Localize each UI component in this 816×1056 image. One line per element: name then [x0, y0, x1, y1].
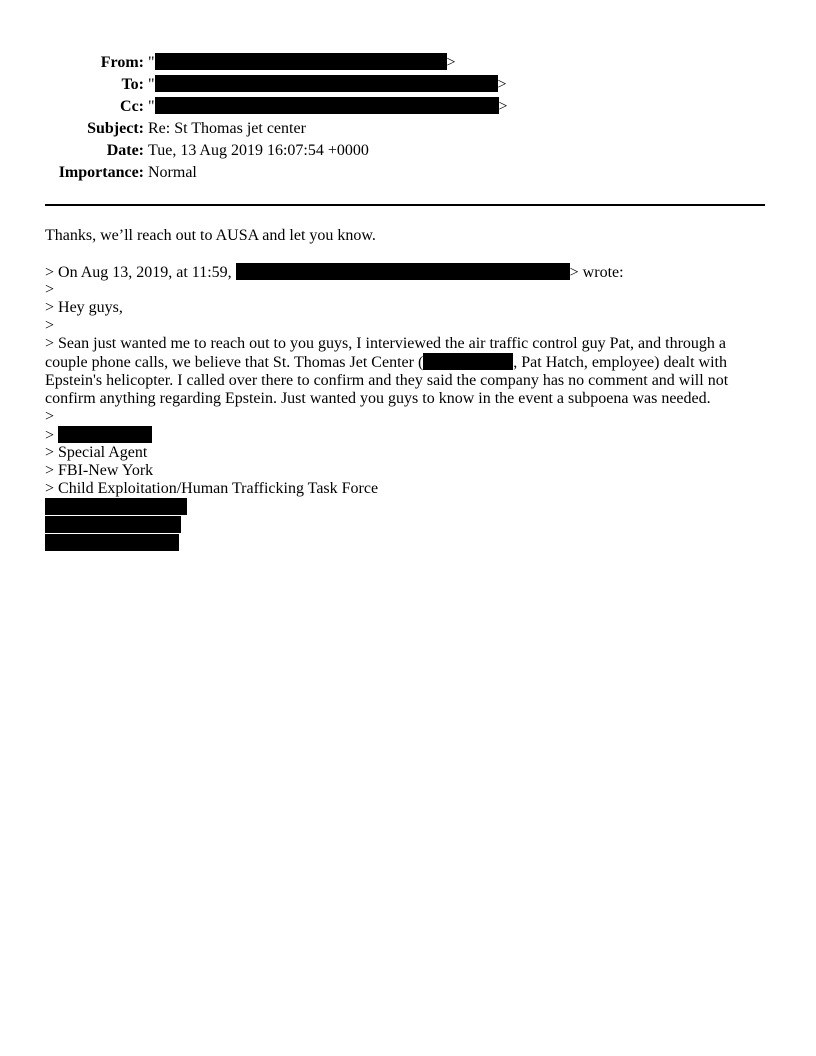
- reply-text: Thanks, we’ll reach out to AUSA and let you know.: [45, 227, 376, 244]
- email-header: [0, 52, 816, 184]
- message-paragraph: [45, 335, 735, 408]
- header-divider: [45, 204, 765, 206]
- signature-title: > Special Agent: [45, 444, 148, 461]
- cc-label: Cc:: [120, 98, 144, 115]
- contact-redaction-2: [45, 516, 181, 533]
- sender-redaction: [236, 263, 570, 280]
- from-redaction: [155, 53, 447, 70]
- cc-redaction: [155, 97, 499, 114]
- signature-name-line: [45, 426, 735, 444]
- date-row: [0, 140, 816, 162]
- quote-intro-suffix: > wrote:: [569, 264, 624, 281]
- importance-value: Normal: [148, 164, 197, 181]
- signature-name-redaction: [58, 426, 152, 443]
- signature-office: > FBI-New York: [45, 462, 154, 479]
- from-label: From:: [100, 54, 144, 71]
- from-row: [0, 52, 816, 74]
- signature-marker: >: [45, 427, 59, 444]
- greeting-line: > Hey guys,: [45, 299, 123, 316]
- quote-intro-prefix: > On Aug 13, 2019, at 11:59,: [45, 264, 236, 281]
- message-part2: , Pat Hatch, employee) dealt with Epstein's helicopter. I called over there to confirm and they said the company has no comment and will not confirm anything regarding Epstein. Just wanted you guys to know in the event a subpoena was needed.: [45, 354, 729, 407]
- cc-value: [148, 96, 508, 118]
- quote-marker-line: >: [45, 408, 55, 425]
- contact-redaction: [423, 353, 513, 370]
- quote-marker-line: >: [45, 317, 55, 334]
- date-label: Date:: [106, 142, 144, 159]
- message-part1: > Sean just wanted me to reach out to you guys, I interviewed the air traffic control guy Pat, and through a couple phone calls, we believe that St. Thomas Jet Center (: [45, 335, 726, 371]
- contact-redaction-1: [45, 498, 187, 515]
- spacer: [45, 245, 735, 263]
- cc-quote: ": [148, 98, 155, 115]
- from-quote: ": [148, 54, 155, 71]
- contact-redaction-3: [45, 534, 179, 551]
- to-label: To:: [121, 76, 144, 93]
- from-value: [148, 52, 456, 74]
- subject-value: Re: St Thomas jet center: [148, 120, 306, 137]
- cc-bracket: >: [498, 98, 508, 115]
- subject-label: Subject:: [87, 120, 144, 137]
- subject-row: [0, 118, 816, 140]
- to-bracket: >: [497, 76, 507, 93]
- to-redaction: [155, 75, 498, 92]
- quote-marker-line: >: [45, 281, 55, 298]
- importance-row: [0, 162, 816, 184]
- signature-unit: > Child Exploitation/Human Trafficking Task Force: [45, 480, 379, 497]
- to-row: [0, 74, 816, 96]
- date-value: Tue, 13 Aug 2019 16:07:54 +0000: [148, 142, 369, 159]
- quote-intro: [45, 263, 735, 281]
- email-body: [45, 227, 735, 552]
- from-bracket: >: [446, 54, 456, 71]
- to-value: [148, 74, 507, 96]
- to-quote: ": [148, 76, 155, 93]
- importance-label: Importance:: [58, 164, 144, 181]
- cc-row: [0, 96, 816, 118]
